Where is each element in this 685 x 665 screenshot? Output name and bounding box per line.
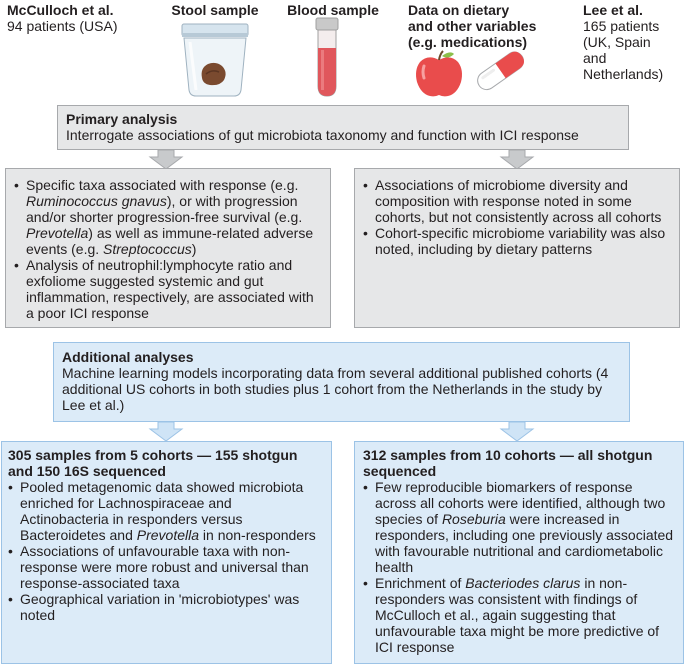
cohort-lee	[583, 2, 683, 82]
stool-sample-label: Stool sample	[171, 2, 259, 18]
additional-left-bullet-1: • Pooled metagenomic data showed microbiota enriched for Lachnospiraceae and Actinobacteria in responders versus Bacteroidetes and Prevotella in non-responders	[8, 479, 323, 543]
data-label-line-3: (e.g. medications)	[408, 34, 528, 50]
blood-tube-icon	[314, 18, 340, 98]
arrow-additional-to-right	[500, 422, 534, 442]
additional-right-bullet-1: • Few reproducible biomarkers of response across all cohorts were identified, although two species of Roseburia were increased in responders, including one previously associated with favourable nutritional and cardiometabolic health	[363, 479, 677, 575]
additional-right-heading: 312 samples from 10 cohorts — all shotgun sequenced	[363, 447, 653, 479]
cohort-lee-line-2: (UK, Spain	[583, 34, 651, 50]
primary-analysis-box	[57, 105, 629, 150]
additional-left-heading: 305 samples from 5 cohorts — 155 shotgun and 150 16S sequenced	[8, 447, 298, 479]
additional-right-bullet-2: • Enrichment of Bacteriodes clarus in non-responders was consistent with findings of McCulloch et al., again suggesting that unfavourable taxa might be more predictive of ICI response	[363, 575, 677, 655]
additional-findings-mcculloch	[1, 441, 332, 664]
cohort-mcculloch	[7, 2, 132, 34]
cohort-lee-line-1: 165 patients	[583, 18, 660, 34]
arrow-primary-to-left	[149, 150, 183, 170]
primary-analysis-title: Primary analysis	[66, 111, 178, 127]
arrow-additional-to-left	[149, 422, 183, 442]
additional-left-bullet-2: • Associations of unfavourable taxa with non-response were more robust and universal than response-associated taxa	[8, 543, 323, 591]
data-variables-label	[408, 2, 558, 50]
cohort-lee-line-3: and	[583, 50, 607, 66]
additional-findings-lee	[354, 441, 684, 664]
primary-right-bullet-1: • Associations of microbiome diversity and composition with response noted in some cohorts, but not consistently across all cohorts	[363, 177, 671, 225]
primary-findings-lee	[354, 168, 680, 328]
arrow-primary-to-right	[500, 150, 534, 170]
additional-analyses-box	[53, 342, 630, 422]
primary-right-bullet-2: • Cohort-specific microbiome variability was also noted, including by dietary patterns	[363, 225, 671, 257]
primary-findings-mcculloch	[5, 168, 331, 328]
apple-icon	[414, 50, 464, 98]
data-label-line-1: Data on dietary	[408, 2, 510, 18]
cohort-mcculloch-patients: 94 patients (USA)	[7, 18, 118, 34]
data-label-line-2: and other variables	[408, 18, 537, 34]
additional-analyses-text: Machine learning models incorporating data from several additional published cohorts (4 additional US cohorts in both studies plus 1 cohort from the Netherlands in the study by Lee et al.)	[62, 365, 609, 413]
primary-left-bullet-2: • Analysis of neutrophil:lymphocyte ratio and exfoliome suggested systemic and gut inflammation, respectively, are associated with a poor ICI response	[14, 257, 324, 321]
cohort-lee-name: Lee et al.	[583, 2, 643, 18]
cohort-lee-line-4: Netherlands)	[583, 66, 664, 82]
capsule-icon	[470, 48, 530, 92]
additional-left-bullet-3: • Geographical variation in 'microbiotypes' was noted	[8, 591, 323, 623]
primary-analysis-text: Interrogate associations of gut microbiota taxonomy and function with ICI response	[66, 127, 579, 143]
stool-container-icon	[178, 24, 254, 98]
additional-analyses-title: Additional analyses	[62, 349, 194, 365]
primary-left-bullet-1: • Specific taxa associated with response (e.g. Ruminococcus gnavus), or with progression and/or shorter progression-free survival (e.g. Prevotella) as well as immune-related adverse events (e.g. Streptococcus)	[14, 177, 324, 257]
cohort-mcculloch-name: McCulloch et al.	[7, 2, 114, 18]
blood-sample-label: Blood sample	[287, 2, 379, 18]
